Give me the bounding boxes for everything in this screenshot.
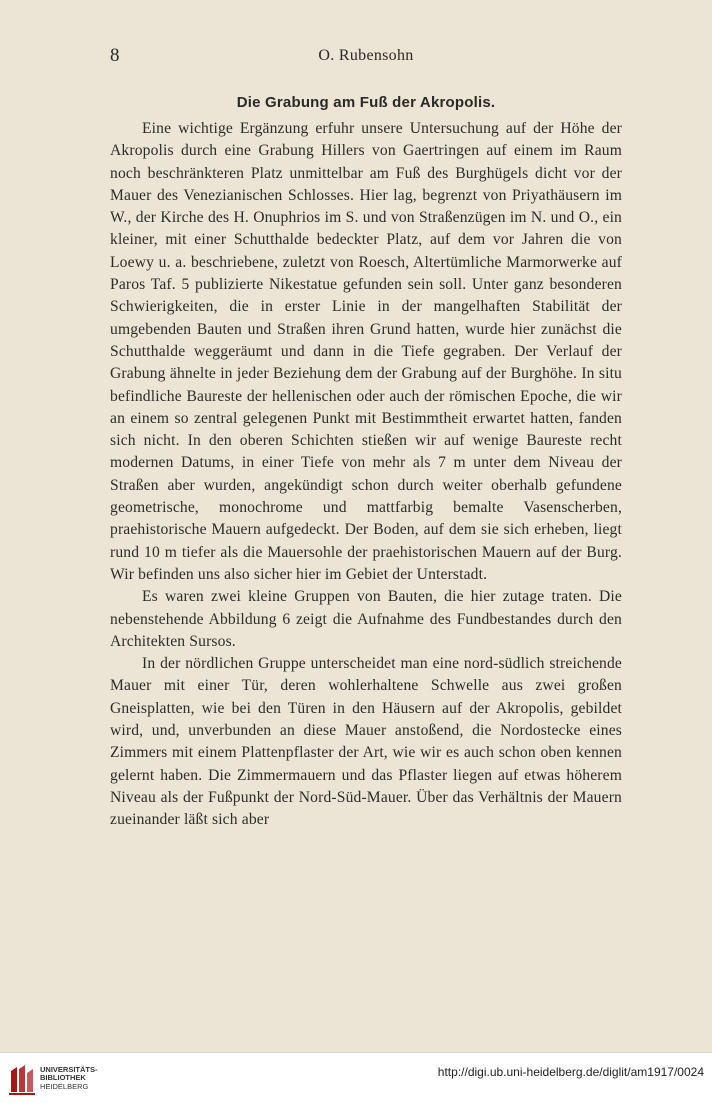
- paragraph-3: In der nördlichen Gruppe unterscheidet man eine nord-südlich streichende Mauer mit einer Tür, deren wohlerhaltene Schwelle aus zwei großen Gneisplatten, wie bei den Türen in den Häusern auf der Akropolis, gebildet wird, und, unverbunden an diese Mauer anstoßend, die Nordostecke eines Zimmers mit einem Plattenpflaster der Art, wie wir es auch schon oben kennen gelernt haben. Die Zimmermauern und das Pflaster liegen auf etwas höherem Niveau als der Fußpunkt der Nord-Süd-Mauer. Über das Verhältnis der Mauern zueinander läßt sich aber: [110, 655, 622, 829]
- page-header: [110, 45, 622, 73]
- section-title: Die Grabung am Fuß der Akropolis.: [236, 94, 496, 111]
- paragraph-1: Eine wichtige Ergänzung erfuhr unsere Untersuchung auf der Höhe der Akropolis durch eine Grabung Hillers von Gaertringen auf einem im Raum noch beschränkteren Platz unmittelbar am Fuß des Burghügels dicht vor der Mauer des Venezianischen Schlosses. Hier lag, begrenzt von Priyathäusern im W., der Kirche des H. Onuphrios im S. und von Straßenzügen im N. und O., ein kleiner, mit einer Schutthalde bedeckter Platz, auf dem vor Jahren die von Loewy u. a. beschriebene, zuletzt von Roesch, Altertümliche Marmorwerke auf Paros Taf. 5 publizierte Nikestatue gefunden sein soll. Unter ganz besonderen Schwierigkeiten, die in erster Linie in der mangelhaften Stabilität der umgebenden Bauten und Straßen ihren Grund hatten, wurde hier zunächst die Schutthalde weggeräumt und dann in die Tiefe gegraben. Der Verlauf der Grabung ähnelte in jeder Beziehung dem der Grabung auf der Burghöhe. In situ befindliche Baureste der hellenischen oder auch der römischen Epoche, die wir an einem so zentral gelegenen Punkt mit Bestimmtheit erwartet hatten, fanden sich nicht. In den oberen Schichten stießen wir auf wenige Baureste recht modernen Datums, in einer Tiefe von mehr als 7 m unter dem Niveau der Straßen aber wurden, angekündigt schon durch weiter oberhalb gefundene geometrische, monochrome und mattfarbig bemalte Vasenscherben, praehistorische Mauern aufgedeckt. Der Boden, auf dem sie sich erheben, liegt rund 10 m tiefer als die Mauersohle der praehistorischen Mauern auf der Burg. Wir befinden uns also sicher hier im Gebiet der Unterstadt.: [110, 120, 622, 583]
- library-name-line-3: HEIDELBERG: [40, 1081, 89, 1091]
- body-text: [110, 118, 622, 832]
- running-head: O. Rubensohn: [318, 47, 414, 64]
- page-number: 8: [110, 45, 120, 66]
- source-url-link[interactable]: http://digi.ub.uni-heidelberg.de/diglit/am1917/0024: [437, 1065, 704, 1079]
- library-name[interactable]: [40, 1066, 98, 1091]
- library-name-line-1: UNIVERSITÄTS-: [40, 1065, 98, 1074]
- paragraph-2: Es waren zwei kleine Gruppen von Bauten, die hier zutage traten. Die nebenstehende Abbildung 6 zeigt die Aufnahme des Fundbestandes durch den Architekten Sursos.: [110, 588, 622, 650]
- library-name-line-2: BIBLIOTHEK: [40, 1073, 86, 1083]
- viewer-footer: [0, 1052, 712, 1108]
- library-logo-icon[interactable]: [8, 1065, 36, 1095]
